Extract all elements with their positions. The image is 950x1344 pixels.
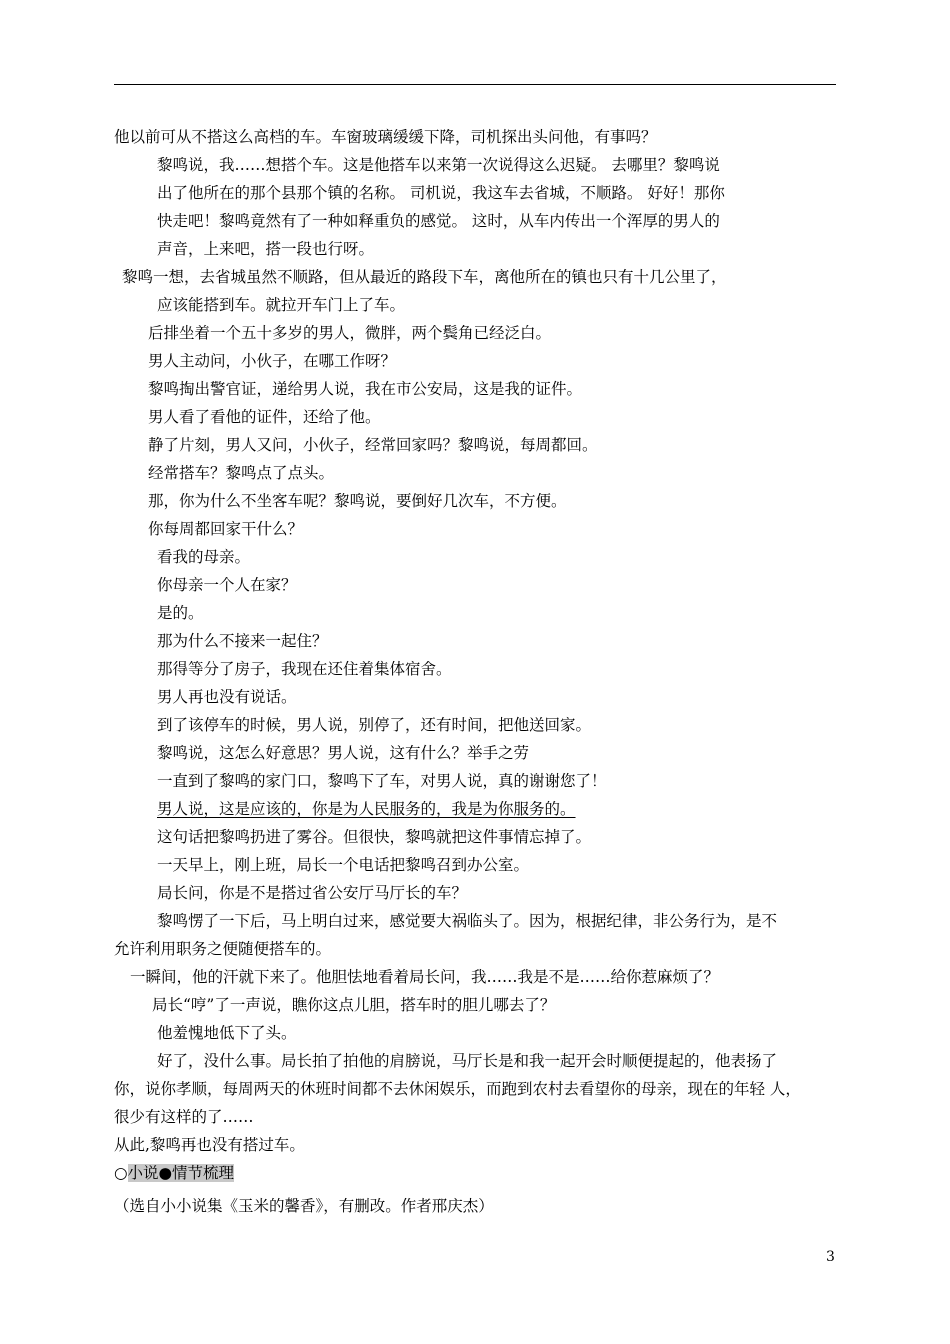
- text-line: 应该能搭到车。就拉开车门上了车。: [157, 296, 406, 314]
- text-line: 黎鸣说，我……想搭个车。这是他搭车以来第一次说得这么迟疑。 去哪里？黎鸣说: [157, 156, 720, 174]
- text-line: 声音，上来吧，搭一段也行呀。: [157, 240, 375, 258]
- section-heading-label: 小说●情节梳理: [127, 1164, 235, 1182]
- text-line: 经常搭车？黎鸣点了点头。: [148, 464, 335, 482]
- text-line: 从此,黎鸣再也没有搭过车。: [114, 1136, 305, 1154]
- text-line: 好了，没什么事。局长拍了拍他的肩膀说，马厅长是和我一起开会时顺便提起的，他表扬了: [157, 1052, 778, 1070]
- text-line: 这句话把黎鸣扔进了雾谷。但很快，黎鸣就把这件事情忘掉了。: [157, 828, 592, 846]
- text-line: 你母亲一个人在家？: [157, 576, 297, 594]
- text-line: 快走吧！黎鸣竟然有了一种如释重负的感觉。 这时，从车内传出一个浑厚的男人的: [157, 212, 720, 230]
- text-line: 出了他所在的那个县那个镇的名称。 司机说，我这车去省城，不顺路。 好好！那你: [157, 184, 725, 202]
- text-line: 男人再也没有说话。: [157, 688, 297, 706]
- text-line: 后排坐着一个五十多岁的男人，微胖，两个鬓角已经泛白。: [148, 324, 552, 342]
- text-line: 黎鸣说，这怎么好意思？男人说，这有什么？举手之劳: [157, 744, 530, 762]
- text-line: 一瞬间，他的汗就下来了。他胆怯地看着局长问，我……我是不是……给你惹麻烦了？: [130, 968, 720, 986]
- text-line: 黎鸣掏出警官证，递给男人说，我在市公安局，这是我的证件。: [148, 380, 583, 398]
- section-heading: [114, 1163, 234, 1183]
- text-line: 看我的母亲。: [157, 548, 251, 566]
- text-line: 你，说你孝顺，每周两天的休班时间都不去休闲娱乐，而跑到农村去看望你的母亲，现在的年轻 人，: [114, 1080, 801, 1098]
- text-line: 局长问，你是不是搭过省公安厅马厅长的车？: [157, 884, 468, 902]
- underlined-text-line: 男人说，这是应该的，你是为人民服务的，我是为你服务的。: [157, 800, 576, 818]
- text-line: 到了该停车的时候，男人说，别停了，还有时间，把他送回家。: [157, 716, 592, 734]
- text-line: 很少有这样的了……: [114, 1108, 254, 1126]
- text-line: 黎鸣愣了一下后，马上明白过来，感觉要大祸临头了。因为，根据纪律，非公务行为，是不: [157, 912, 778, 930]
- page-number: 3: [826, 1249, 835, 1265]
- text-line: 静了片刻，男人又问，小伙子，经常回家吗？黎鸣说，每周都回。: [148, 436, 598, 454]
- text-line: 他羞愧地低下了头。: [157, 1024, 297, 1042]
- circle-icon: ○: [114, 1164, 128, 1182]
- text-line: 男人主动问，小伙子，在哪工作呀？: [148, 352, 397, 370]
- text-line: 局长“哼”了一声说，瞧你这点儿胆，搭车时的胆儿哪去了？: [152, 996, 556, 1014]
- text-line: 允许利用职务之便随便搭车的。: [114, 940, 332, 958]
- text-line: 男人看了看他的证件，还给了他。: [148, 408, 381, 426]
- text-line: 那，你为什么不坐客车呢？黎鸣说，要倒好几次车，不方便。: [148, 492, 567, 510]
- text-line: 那得等分了房子，我现在还住着集体宿舍。: [157, 660, 452, 678]
- text-line: 一天早上，刚上班，局长一个电话把黎鸣召到办公室。: [157, 856, 530, 874]
- header-rule: [114, 84, 836, 85]
- text-line: 他以前可从不搭这么高档的车。车窗玻璃缓缓下降，司机探出头问他，有事吗？: [114, 128, 657, 146]
- text-line: 那为什么不接来一起住？: [157, 632, 328, 650]
- text-line: 是的。: [157, 604, 204, 622]
- text-line: 黎鸣一想，去省城虽然不顺路，但从最近的路段下车，离他所在的镇也只有十几公里了，: [122, 268, 727, 286]
- text-line: 你每周都回家干什么？: [148, 520, 304, 538]
- text-line: 一直到了黎鸣的家门口，黎鸣下了车，对男人说，真的谢谢您了！: [157, 772, 607, 790]
- source-note: （选自小小说集《玉米的馨香》，有删改。作者邢庆杰）: [114, 1197, 494, 1215]
